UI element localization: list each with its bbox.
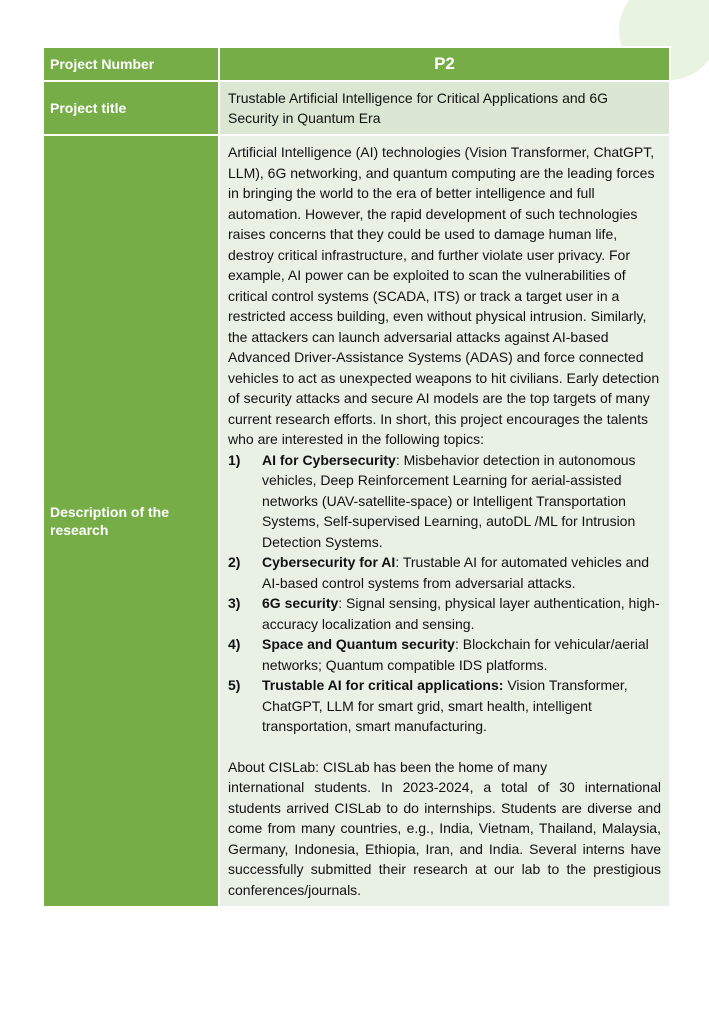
topic-number: 4): [228, 636, 241, 652]
description-body: [219, 135, 670, 907]
project-number-label: Project Number: [43, 47, 219, 81]
topic-number: 1): [228, 451, 241, 468]
project-table: [42, 46, 671, 908]
paragraph-gap: [228, 737, 661, 757]
project-title-row: [43, 81, 670, 135]
topic-heading: Space and Quantum security: [262, 636, 455, 652]
about-paragraph: international students. In 2023-2024, a total of 30 international students arrived CISLab to do internships. Students are diverse and come from many countries, e.g., India, Vietnam, Thailand, Malaysia, Germany, Indonesia, Ethiopia, Iran, and India. Several interns have successfully submitted their research at our lab to the prestigious conferences/journals.: [228, 779, 661, 898]
topic-text: : Trustable AI for automated vehicles and AI-based control systems from adversarial attacks.: [262, 554, 650, 591]
topic-text: : Signal sensing, physical layer authentication, high-accuracy localization and sensing.: [262, 595, 660, 632]
topic-heading: 6G security: [262, 595, 339, 611]
topic-text: : Misbehavior detection in autonomous vehicles, Deep Reinforcement Learning for aerial-assisted networks (UAV-satellite-space) or Intelligent Transportation Systems, Self-supervised Learning, autoDL /ML for Intrusion Detection Systems.: [262, 451, 636, 550]
about-first-line: About CISLab: CISLab has been the home of many: [228, 758, 548, 775]
topic-item: [228, 675, 661, 737]
topic-number: 5): [228, 677, 241, 693]
topic-text: : Blockchain for vehicular/aerial networks; Quantum compatible IDS platforms.: [262, 636, 649, 673]
topic-number: 3): [228, 595, 241, 611]
description-intro: Artificial Intelligence (AI) technologies (Vision Transformer, ChatGPT, LLM), 6G networking, and quantum computing are the leading forces in bringing the world to the era of better intelligence and full automation. However, the rapid development of such technologies raises concerns that they could be used to damage human life, destroy critical infrastructure, and further violate user privacy. For example, AI power can be exploited to scan the vulnerabilities of critical control systems (SCADA, ITS) or track a target user in a restricted access building, even without physical intrusion. Similarly, the attackers can launch adversarial attacks against AI-based Advanced Driver-Assistance Systems (ADAS) and force connected vehicles to act as unexpected weapons to hit civilians. Early detection of security attacks and secure AI models are the top targets of many current research efforts. In short, this project encourages the talents who are interested in the following topics:: [228, 144, 660, 447]
topic-text: Vision Transformer, ChatGPT, LLM for smart grid, smart health, intelligent transportation, smart manufacturing.: [262, 677, 628, 734]
topic-item: [228, 450, 661, 553]
project-title-label: Project title: [43, 81, 219, 135]
description-label: Description of the research: [43, 135, 219, 907]
project-title-value: Trustable Artificial Intelligence for Critical Applications and 6G Security in Quantum Era: [219, 81, 670, 135]
topic-item: [228, 593, 661, 634]
topic-heading: Cybersecurity for AI: [262, 554, 396, 570]
topic-item: [228, 552, 661, 593]
topics-list: [228, 450, 661, 737]
topic-heading: AI for Cybersecurity: [262, 451, 396, 468]
description-row: [43, 135, 670, 907]
project-number-value: P2: [219, 47, 670, 81]
topic-number: 2): [228, 554, 241, 570]
project-number-row: [43, 47, 670, 81]
topic-heading: Trustable AI for critical applications:: [262, 677, 504, 693]
topic-item: [228, 634, 661, 675]
